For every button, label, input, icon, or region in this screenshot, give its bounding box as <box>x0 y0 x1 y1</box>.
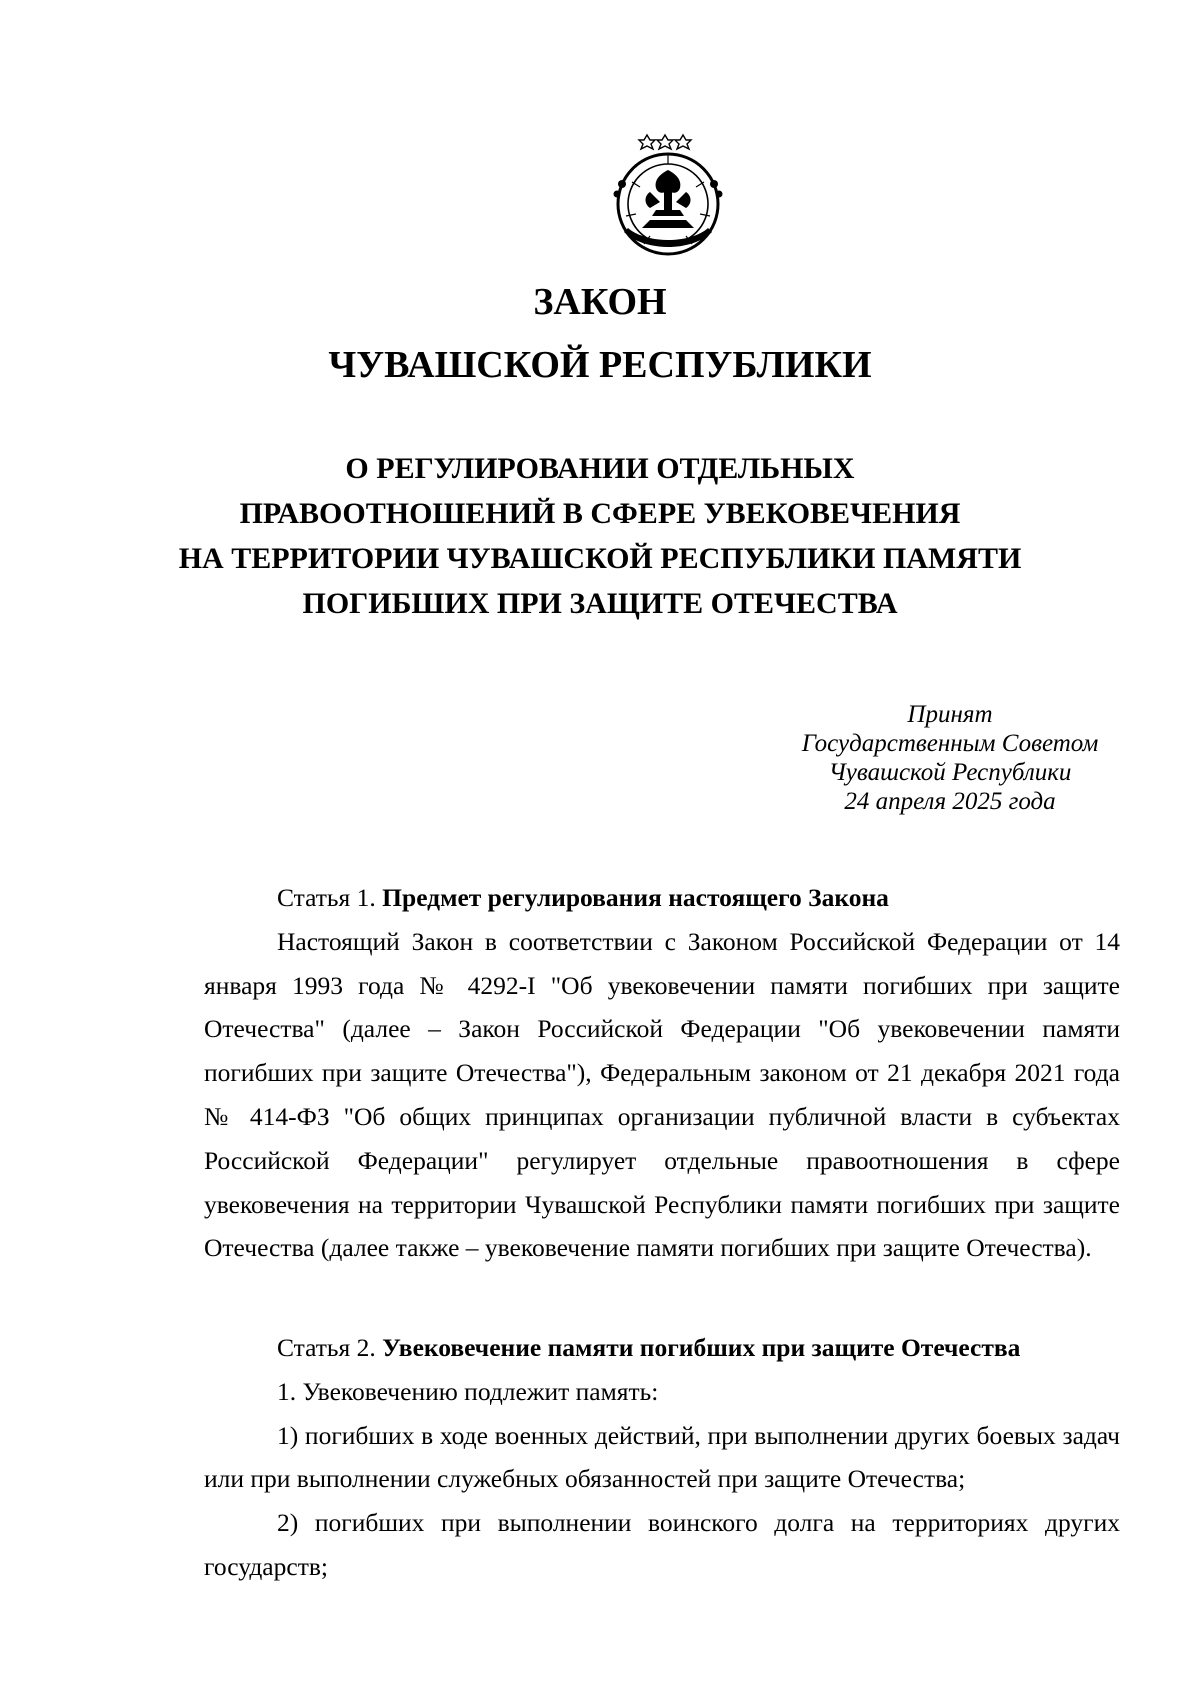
adoption-line: Государственным Советом <box>801 730 1099 757</box>
article-1-heading <box>204 876 1120 920</box>
article-number: Статья 2. <box>277 1333 383 1362</box>
article-1 <box>204 876 1120 1270</box>
article-2-heading <box>204 1326 1120 1370</box>
adoption-line: Принят <box>907 701 993 728</box>
law-subtitle <box>100 446 1100 626</box>
coat-of-arms-icon <box>604 130 732 258</box>
article-title: Предмет регулирования настоящего Закона <box>382 883 889 912</box>
subtitle-line: О РЕГУЛИРОВАНИИ ОТДЕЛЬНЫХ <box>345 452 855 485</box>
subtitle-line: НА ТЕРРИТОРИИ ЧУВАШСКОЙ РЕСПУБЛИКИ ПАМЯТИ <box>178 542 1022 575</box>
document-title: ЗАКОН <box>533 281 667 323</box>
document-title-region: ЧУВАШСКОЙ РЕСПУБЛИКИ <box>328 344 872 386</box>
subtitle-line: ПРАВООТНОШЕНИЙ В СФЕРЕ УВЕКОВЕЧЕНИЯ <box>239 497 961 530</box>
adoption-date: 24 апреля 2025 года <box>844 788 1056 815</box>
article-2-subitem-1: 1) погибших в ходе военных действий, при выполнении других боевых задач или при выполнении служебных обязанностей при защите Отечества; <box>204 1420 1120 1494</box>
article-2-item-1: 1. Увековечению подлежит память: <box>277 1376 659 1406</box>
article-number: Статья 1. <box>277 883 383 912</box>
adoption-line: Чувашской Республики <box>828 759 1072 786</box>
article-2-subitem-2: 2) погибших при выполнении воинского долга на территориях других государств; <box>204 1508 1120 1581</box>
subtitle-line: ПОГИБШИХ ПРИ ЗАЩИТЕ ОТЕЧЕСТВА <box>302 587 898 620</box>
article-1-text: Настоящий Закон в соответствии с Законом Российской Федерации от 14 января 1993 года № 4292-I "Об увековечении памяти погибших при защите Отечества" (далее – Закон Российской Федерации "Об увековечении памяти погибших при защите Отечества"), Федеральным законом от 21 декабря 2021 года № 414-ФЗ "Об общих принципах организации публичной власти в субъектах Российской Федерации" регулирует отдельные правоотношения в сфере увековечения на территории Чувашской Республики памяти погибших при защите Отечества (далее также – увековечение памяти погибших при защите Отечества). <box>204 926 1120 1263</box>
adoption-note <box>780 700 1120 816</box>
article-2 <box>204 1326 1120 1589</box>
article-title: Увековечение памяти погибших при защите Отечества <box>382 1333 1021 1362</box>
